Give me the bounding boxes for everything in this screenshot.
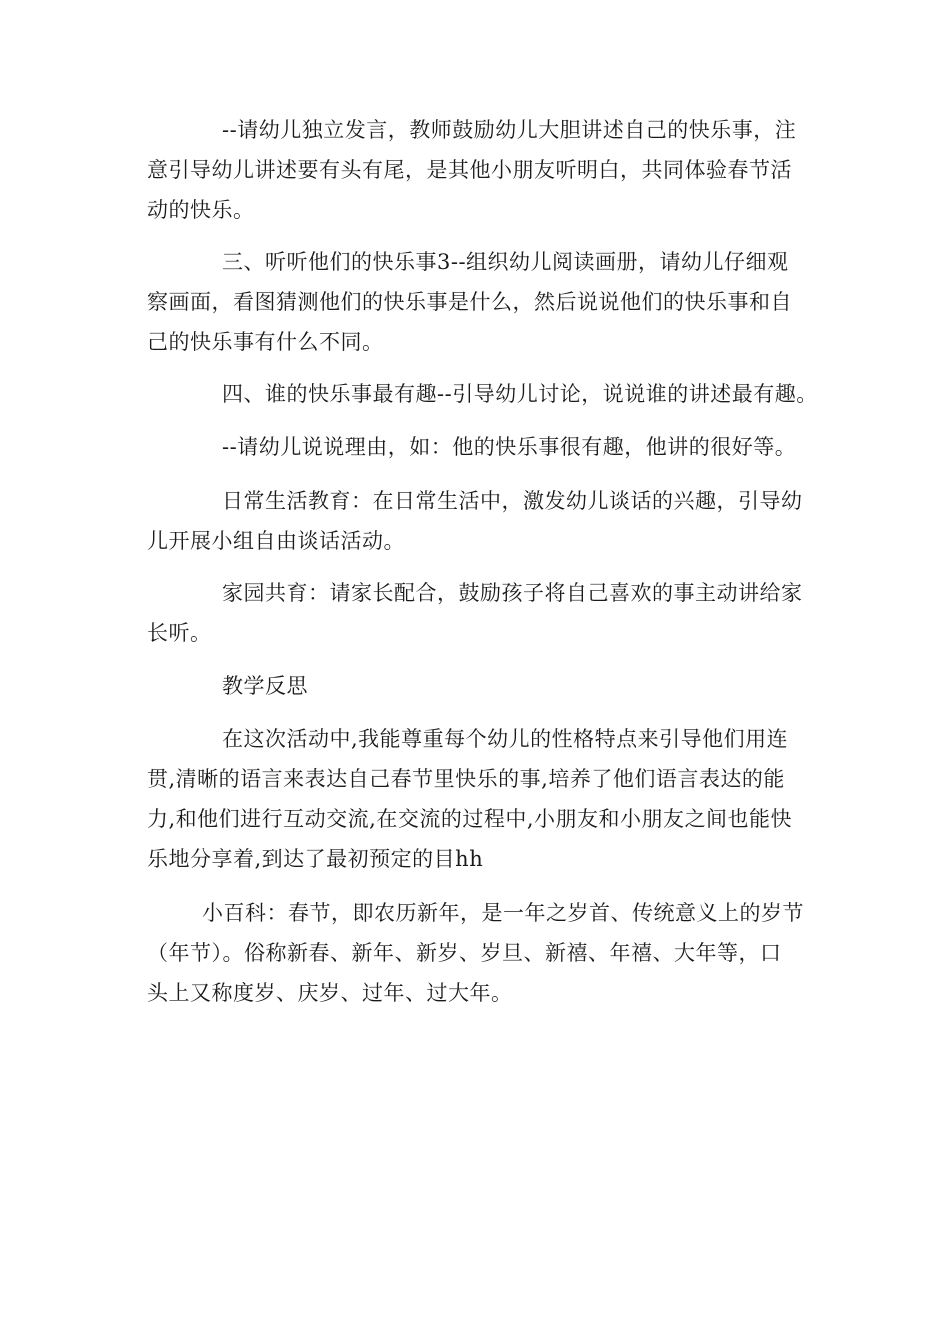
text-line: 己的快乐事有什么不同。 xyxy=(147,330,384,354)
heading-reflection xyxy=(147,666,308,706)
paragraph-encyclopedia xyxy=(147,893,804,1013)
text-line: --请幼儿说说理由，如：他的快乐事很有趣，他讲的很好等。 xyxy=(222,435,797,459)
text-line: 长听。 xyxy=(147,621,212,645)
text-line: --请幼儿独立发言，教师鼓励幼儿大胆讲述自己的快乐事，注 xyxy=(222,118,797,142)
text-line: 贯,清晰的语言来表达自己春节里快乐的事,培养了他们语言表达的能 xyxy=(147,767,785,791)
text-line: 意引导幼儿讲述要有头有尾，是其他小朋友听明白，共同体验春节活 xyxy=(147,158,792,182)
text-line: 察画面，看图猜测他们的快乐事是什么，然后说说他们的快乐事和自 xyxy=(147,290,792,314)
text-line: 儿开展小组自由谈话活动。 xyxy=(147,529,405,553)
text-line: 头上又称度岁、庆岁、过年、过大年。 xyxy=(147,981,513,1005)
text-line: 日常生活教育：在日常生活中，激发幼儿谈话的兴趣，引导幼 xyxy=(222,489,803,513)
paragraph-reflection xyxy=(147,719,792,879)
text-line: 在这次活动中,我能尊重每个幼儿的性格特点来引导他们用连 xyxy=(222,727,789,751)
paragraph-section-three xyxy=(147,242,792,362)
paragraph-section-four xyxy=(147,374,818,414)
paragraph-free-speech xyxy=(147,110,796,230)
text-line: 乐地分享着,到达了最初预定的目hh xyxy=(147,847,484,871)
text-line: 四、谁的快乐事最有趣--引导幼儿讨论，说说谁的讲述最有趣。 xyxy=(222,382,818,406)
paragraph-daily-life xyxy=(147,481,803,561)
text-line: 力,和他们进行互动交流,在交流的过程中,小朋友和小朋友之间也能快 xyxy=(147,807,793,831)
text-line: （年节）。俗称新春、新年、新岁、岁旦、新禧、年禧、大年等，口 xyxy=(147,941,782,965)
text-line: 动的快乐。 xyxy=(147,198,255,222)
text-line: 小百科：春节，即农历新年，是一年之岁首、传统意义上的岁节 xyxy=(202,901,804,925)
text-line: 家园共育：请家长配合，鼓励孩子将自己喜欢的事主动讲给家 xyxy=(222,581,803,605)
paragraph-home-school xyxy=(147,573,803,653)
paragraph-reasons xyxy=(147,427,796,467)
text-line: 三、听听他们的快乐事3--组织幼儿阅读画册，请幼儿仔细观 xyxy=(222,250,789,274)
text-line: 教学反思 xyxy=(222,674,308,698)
